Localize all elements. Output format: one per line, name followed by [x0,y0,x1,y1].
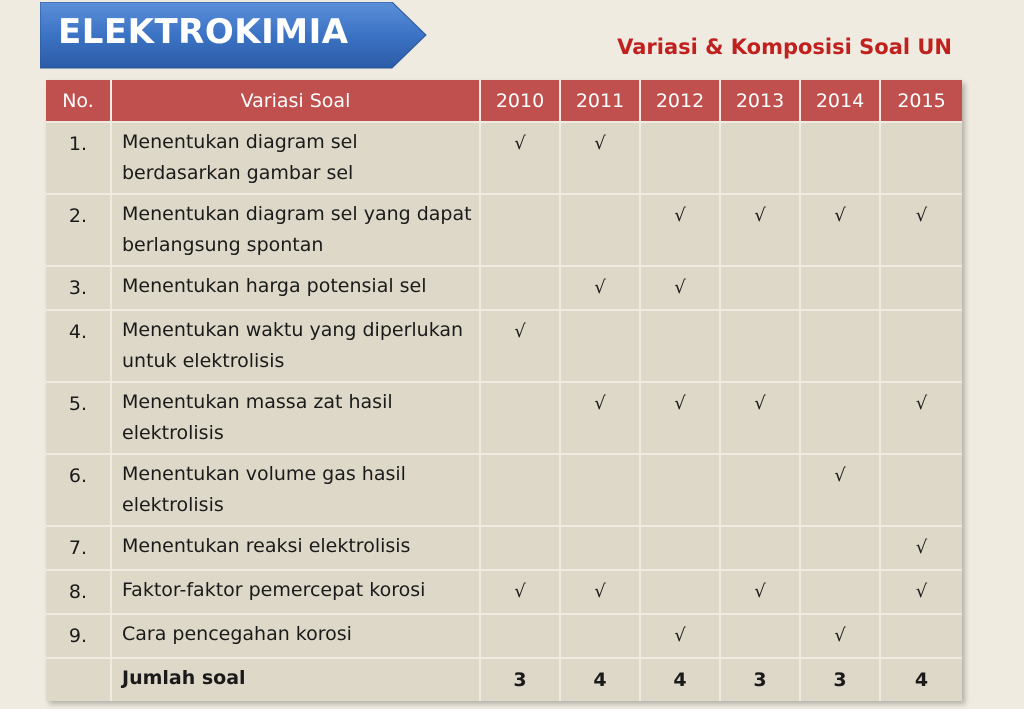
soal-table [46,80,962,701]
row-number: 3. [46,266,111,310]
check-mark: √ [800,454,880,526]
row-variasi: Menentukan waktu yang diperlukan untuk elektrolisis [111,310,480,382]
row-variasi: Menentukan diagram sel berdasarkan gambar sel [111,122,480,194]
check-mark [560,194,640,266]
total-label: Jumlah soal [111,658,480,701]
table-total-row [46,658,962,701]
row-number: 9. [46,614,111,658]
check-mark: √ [560,266,640,310]
check-mark: √ [640,614,720,658]
check-mark [560,614,640,658]
row-number: 4. [46,310,111,382]
check-mark: √ [560,382,640,454]
check-mark [880,310,962,382]
check-mark [720,614,800,658]
check-mark [480,454,560,526]
check-mark: √ [640,266,720,310]
table-row [46,382,962,454]
check-mark [800,526,880,570]
check-mark: √ [880,382,962,454]
row-number: 1. [46,122,111,194]
check-mark [880,266,962,310]
check-mark: √ [480,122,560,194]
table-row [46,570,962,614]
total-value: 3 [800,658,880,701]
check-mark [640,454,720,526]
check-mark: √ [800,194,880,266]
check-mark: √ [720,570,800,614]
check-mark [880,614,962,658]
total-value: 4 [640,658,720,701]
row-variasi: Menentukan volume gas hasil elektrolisis [111,454,480,526]
check-mark [480,382,560,454]
check-mark [480,266,560,310]
check-mark [880,454,962,526]
header-year: 2010 [480,80,560,122]
check-mark [640,310,720,382]
check-mark [560,526,640,570]
check-mark: √ [720,194,800,266]
check-mark [480,526,560,570]
soal-table-container [46,80,962,701]
check-mark: √ [640,194,720,266]
check-mark [800,310,880,382]
row-variasi: Menentukan massa zat hasil elektrolisis [111,382,480,454]
check-mark [720,526,800,570]
check-mark: √ [640,382,720,454]
row-variasi: Cara pencegahan korosi [111,614,480,658]
row-number: 7. [46,526,111,570]
check-mark [640,122,720,194]
check-mark [560,310,640,382]
header-year: 2011 [560,80,640,122]
total-value: 4 [560,658,640,701]
check-mark [560,454,640,526]
row-variasi: Menentukan reaksi elektrolisis [111,526,480,570]
header-no: No. [46,80,111,122]
header-year: 2013 [720,80,800,122]
row-number: 6. [46,454,111,526]
row-number: 8. [46,570,111,614]
check-mark [800,570,880,614]
check-mark [720,454,800,526]
check-mark [480,194,560,266]
check-mark: √ [560,570,640,614]
check-mark: √ [560,122,640,194]
check-mark: √ [880,194,962,266]
table-row [46,194,962,266]
table-row [46,454,962,526]
check-mark [880,122,962,194]
row-variasi: Faktor-faktor pemercepat korosi [111,570,480,614]
header-year: 2014 [800,80,880,122]
check-mark [800,382,880,454]
total-value: 3 [720,658,800,701]
check-mark [720,310,800,382]
check-mark [640,570,720,614]
header-year: 2012 [640,80,720,122]
check-mark: √ [720,382,800,454]
page-title: ELEKTROKIMIA [58,12,349,52]
check-mark: √ [800,614,880,658]
header-year: 2015 [880,80,962,122]
check-mark: √ [880,570,962,614]
row-variasi: Menentukan diagram sel yang dapat berlangsung spontan [111,194,480,266]
check-mark [800,266,880,310]
check-mark: √ [480,570,560,614]
table-row [46,310,962,382]
check-mark [480,614,560,658]
row-variasi: Menentukan harga potensial sel [111,266,480,310]
check-mark [800,122,880,194]
row-number: 5. [46,382,111,454]
page-subtitle: Variasi & Komposisi Soal UN [617,35,952,59]
check-mark [720,122,800,194]
total-value: 3 [480,658,560,701]
title-banner [40,2,428,70]
total-blank-cell [46,658,111,701]
check-mark [640,526,720,570]
total-value: 4 [880,658,962,701]
row-number: 2. [46,194,111,266]
table-header-row [46,80,962,122]
check-mark [720,266,800,310]
table-row [46,122,962,194]
table-row [46,526,962,570]
table-row [46,614,962,658]
header-variasi: Variasi Soal [111,80,480,122]
check-mark: √ [880,526,962,570]
table-row [46,266,962,310]
check-mark: √ [480,310,560,382]
